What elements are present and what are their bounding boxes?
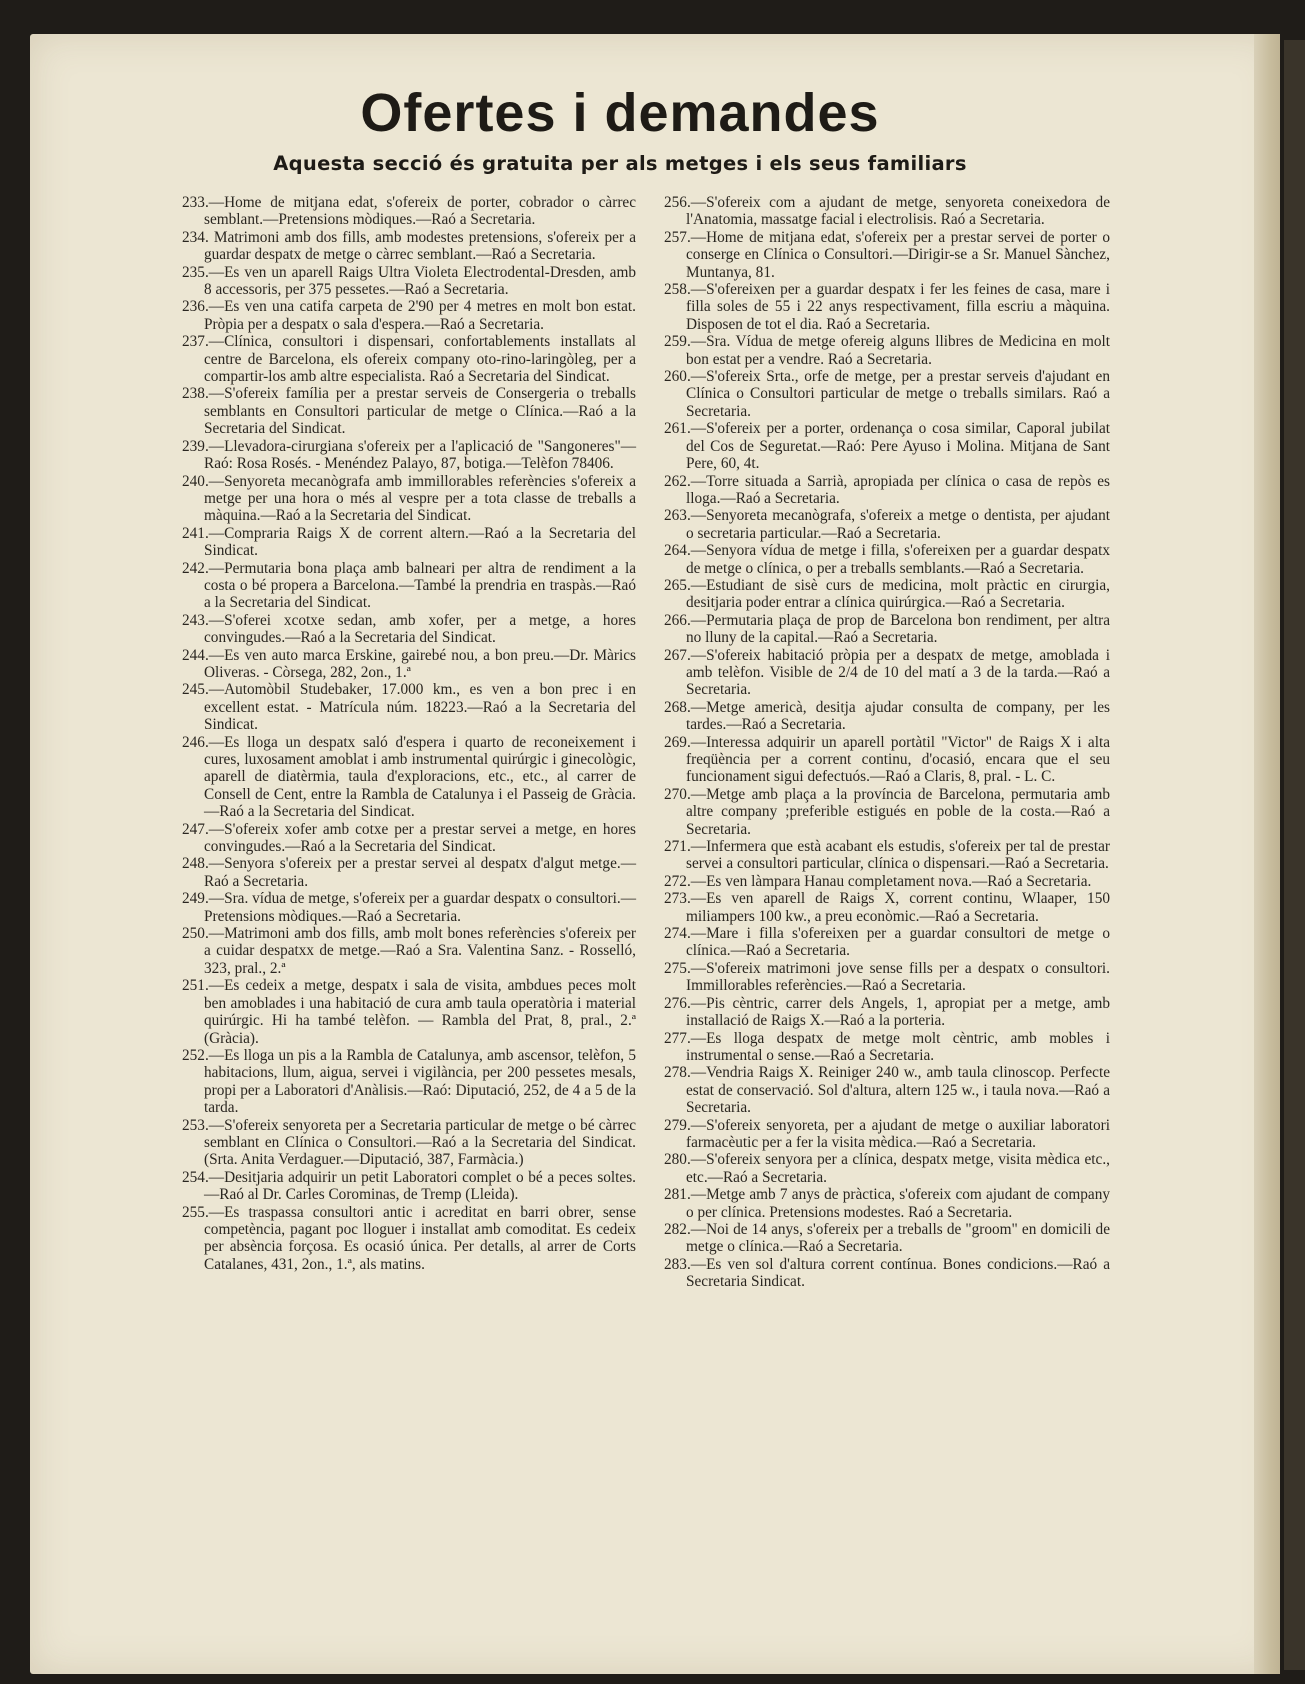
listing-entry: 242.—Permutaria bona plaça amb balneari per altra de rendiment a la costa o bé propera a Barcelona.—També la prendria en traspàs.—Raó a la Secretaria del Sindicat. (182, 559, 636, 612)
listing-entry: 282.—Noi de 14 anys, s'ofereix per a treballs de "groom" en domicili de metge o clínica.—Raó a Secretaria. (664, 1220, 1110, 1256)
listing-entry: 249.—Sra. vídua de metge, s'ofereix per a guardar despatx o consultori.—Pretensions mòdiques.—Raó a Secretaria. (182, 890, 636, 925)
listing-entry: 255.—Es traspassa consultori antic i acreditat en barri obrer, sense competència, pagant poc lloguer i installat amb comoditat. Es cedeix per absència forçosa. Es ocasió única. Per detalls, al arrer de Corts Catalanes, 431, 2on., 1.ª, als matins. (182, 1203, 636, 1273)
listing-entry: 233.—Home de mitjana edat, s'ofereix de porter, cobrador o càrrec semblant.—Pretensions mòdiques.—Raó a Secretaria. (182, 194, 636, 229)
listing-entry: 269.—Interessa adquirir un aparell portàtil "Victor" de Raigs X i alta freqüència per a corrent continu, d'ocasió, encara que el seu funcionament sigui defectuós.—Raó a Claris, 8, pral. - L. C. (664, 733, 1110, 786)
right-column (664, 194, 1110, 1291)
listing-entry: 283.—Es ven sol d'altura corrent contínua. Bones condicions.—Raó a Secretaria Sindicat. (664, 1255, 1110, 1291)
listing-entry: 265.—Estudiant de sisè curs de medicina, molt pràctic en cirurgia, desitjaria poder entrar a clínica quirúrgica.—Raó a Secretaria. (664, 576, 1110, 612)
listing-entry: 251.—Es cedeix a metge, despatx i sala de visita, ambdues peces molt ben amoblades i una habitació de cura amb taula operatòria i material quirúrgic. Hi ha també telèfon. — Rambla del Prat, 8, pral., 2.ª (Gràcia). (182, 977, 636, 1047)
listing-entry: 257.—Home de mitjana edat, s'ofereix per a prestar servei de porter o conserge en Clínica o Consultori.—Dirigir-se a Sr. Manuel Sànchez, Muntanya, 81. (664, 228, 1110, 281)
listing-entry: 260.—S'ofereix Srta., orfe de metge, per a prestar serveis d'ajudant en Clínica o Consultori particular de metge o treballs similars. Raó a Secretaria. (664, 368, 1110, 420)
listing-entry: 235.—Es ven un aparell Raigs Ultra Violeta Electrodental-Dresden, amb 8 accessoris, per 375 pessetes.—Raó a Secretaria. (182, 263, 636, 299)
listing-entry: 275.—S'ofereix matrimoni jove sense fills per a despatx o consultori. Immillorables referències.—Raó a Secretaria. (664, 959, 1110, 995)
listing-entry: 263.—Senyoreta mecanògrafa, s'ofereix a metge o dentista, per ajudant o secretaria particular.—Raó a Secretaria. (664, 507, 1110, 542)
listing-entry: 277.—Es lloga despatx de metge molt cèntric, amb mobles i instrumental o sense.—Raó a Secretaria. (664, 1029, 1110, 1064)
listing-entry: 278.—Vendria Raigs X. Reiniger 240 w., amb taula clinoscop. Perfecte estat de conservació. Sol d'altura, altern 125 w., i taula nova.—Raó a Secretaria. (664, 1064, 1110, 1117)
listing-entry: 256.—S'ofereix com a ajudant de metge, senyoreta coneixedora de l'Anatomia, massatge facial i electrolisis. Raó a Secretaria. (664, 194, 1110, 229)
listing-entry: 281.—Metge amb 7 anys de pràctica, s'ofereix com ajudant de company o per clínica. Pretensions modestes. Raó a Secretaria. (664, 1186, 1110, 1221)
listing-entry: 259.—Sra. Vídua de metge ofereig alguns llibres de Medicina en molt bon estat per a vendre. Raó a Secretaria. (664, 333, 1110, 368)
listing-entry: 258.—S'ofereixen per a guardar despatx i fer les feines de casa, mare i filla soles de 55 i 22 anys respectivament, filla escriu a màquina. Disposen de tot el dia. Raó a Secretaria. (664, 281, 1110, 333)
listing-entry: 248.—Senyora s'ofereix per a prestar servei al despatx d'algut metge.—Raó a Secretaria. (182, 855, 636, 890)
listing-entry: 237.—Clínica, consultori i dispensari, confortablements installats al centre de Barcelona, els ofereix company oto-rino-laringòleg, per a compartir-los amb altre especialista. Raó a Secretaria del Sindicat. (182, 333, 636, 386)
listing-entry: 244.—Es ven auto marca Erskine, gairebé nou, a bon preu.—Dr. Màrics Oliveras. - Còrsega, 282, 2on., 1.ª (182, 646, 636, 681)
listing-entry: 262.—Torre situada a Sarrià, apropiada per clínica o casa de repòs es lloga.—Raó a Secretaria. (664, 472, 1110, 507)
listing-entry: 253.—S'ofereix senyoreta per a Secretaria particular de metge o bé càrrec semblant en Clínica o Consultori.—Raó a la Secretaria del Sindicat. (Srta. Anita Verdaguer.—Diputació, 387, Farmàcia.) (182, 1116, 636, 1169)
listing-entry: 261.—S'ofereix per a porter, ordenança o cosa similar, Caporal jubilat del Cos de Seguretat.—Raó: Pere Ayuso i Molina. Mitjana de Sant Pere, 60, 4t. (664, 420, 1110, 473)
listing-entry: 234. Matrimoni amb dos fills, amb modestes pretensions, s'ofereix per a guardar despatx de metge o càrrec semblant.—Raó a Secretaria. (182, 228, 636, 264)
listing-entry: 245.—Automòbil Studebaker, 17.000 km., es ven a bon prec i en excellent estat. - Matrícula núm. 18223.—Raó a la Secretaria del Sindicat. (182, 681, 636, 734)
listing-entry: 280.—S'ofereix senyora per a clínica, despatx metge, visita mèdica etc., etc.—Raó a Secretaria. (664, 1151, 1110, 1186)
listing-entry: 270.—Metge amb plaça a la província de Barcelona, permutaria amb altre company ;preferible estigués en poble de la costa.—Raó a Secretaria. (664, 785, 1110, 838)
listing-entry: 250.—Matrimoni amb dos fills, amb molt bones referències s'ofereix per a cuidar despatxx de metge.—Raó a Sra. Valentina Sanz. - Rosselló, 323, pral., 2.ª (182, 925, 636, 977)
listing-entry: 271.—Infermera que està acabant els estudis, s'ofereix per tal de prestar servei a consultori particular, clínica o dispensari.—Raó a Secretaria. (664, 838, 1110, 873)
listing-entry: 238.—S'ofereix família per a prestar serveis de Consergeria o treballs semblants en Consultori particular de metge o Clínica.—Raó a la Secretaria del Sindicat. (182, 385, 636, 438)
listing-entry: 252.—Es lloga un pis a la Rambla de Catalunya, amb ascensor, telèfon, 5 habitacions, llum, aigua, servei i vigilància, per 200 pessetes mesals, propi per a Laboratori d'Anàlisis.—Raó: Diputació, 252, de 4 a 5 de la tarda. (182, 1046, 636, 1117)
listing-entry: 276.—Pis cèntric, carrer dels Angels, 1, apropiat per a metge, amb installació de Raigs X.—Raó a la porteria. (664, 994, 1110, 1030)
page-subtitle: Aquesta secció és gratuita per als metges i els seus familiars (273, 152, 967, 175)
listing-entry: 264.—Senyora vídua de metge i filla, s'ofereixen per a guardar despatx de metge o clínica, o per a treballs semblants.—Raó a Secretaria. (664, 542, 1110, 577)
listing-entry: 236.—Es ven una catifa carpeta de 2'90 per 4 metres en molt bon estat. Pròpia per a despatx o sala d'espera.—Raó a Secretaria. (182, 298, 636, 333)
book-edge (1284, 40, 1305, 1670)
left-column (182, 194, 636, 1273)
listing-entry: 239.—Llevadora-cirurgiana s'ofereix per a l'aplicació de "Sangoneres"— Raó: Rosa Rosés. - Menéndez Palayo, 87, botiga.—Telèfon 78406. (182, 437, 636, 473)
listing-entry: 243.—S'oferei xcotxe sedan, amb xofer, per a metge, a hores convingudes.—Raó a la Secretaria del Sindicat. (182, 611, 636, 647)
listing-entry: 241.—Compraria Raigs X de corrent altern.—Raó a la Secretaria del Sindicat. (182, 524, 636, 560)
listing-entry: 267.—S'ofereix habitació pròpia per a despatx de metge, amoblada i amb telèfon. Visible de 2/4 de 10 del matí a 3 de la tarda.—Raó a Secretaria. (664, 646, 1110, 699)
listing-entry: 274.—Mare i filla s'ofereixen per a guardar consultori de metge o clínica.—Raó a Secretaria. (664, 925, 1110, 960)
listing-entry: 279.—S'ofereix senyoreta, per a ajudant de metge o auxiliar laboratori farmacèutic per a fer la visita mèdica.—Raó a Secretaria. (664, 1116, 1110, 1151)
listing-entry: 268.—Metge americà, desitja ajudar consulta de company, per les tardes.—Raó a Secretaria. (664, 698, 1110, 734)
listing-entry: 240.—Senyoreta mecanògrafa amb immillorables referències s'ofereix a metge per una hora o més al vespre per a tota classe de treballs a màquina.—Raó a la Secretaria del Sindicat. (182, 472, 636, 525)
listing-entry: 273.—Es ven aparell de Raigs X, corrent continu, Wlaaper, 150 miliampers 100 kw., a preu econòmic.—Raó a Secretaria. (664, 890, 1110, 925)
listing-entry: 254.—Desitjaria adquirir un petit Laboratori complet o bé a peces soltes.—Raó al Dr. Carles Corominas, de Tremp (Lleida). (182, 1168, 636, 1204)
listing-entry: 272.—Es ven làmpara Hanau completament nova.—Raó a Secretaria. (664, 872, 1092, 890)
page-title: Ofertes i demandes (360, 83, 880, 143)
listing-entry: 247.—S'ofereix xofer amb cotxe per a prestar servei a metge, en hores convingudes.—Raó a la Secretaria del Sindicat. (182, 820, 636, 856)
page-spine (1254, 34, 1280, 1674)
listing-entry: 266.—Permutaria plaça de prop de Barcelona bon rendiment, per altra no lluny de la capital.—Raó a Secretaria. (664, 611, 1110, 647)
listing-entry: 246.—Es lloga un despatx saló d'espera i quarto de reconeixement i cures, luxosament amoblat i amb instrumental quirúrgic i ginecològic, aparell de diatèrmia, taula d'exploracions, etc., etc., al carrer de Consell de Cent, entre la Rambla de Catalunya i el Passeig de Gràcia.—Raó a la Secretaria del Sindicat. (182, 733, 636, 821)
